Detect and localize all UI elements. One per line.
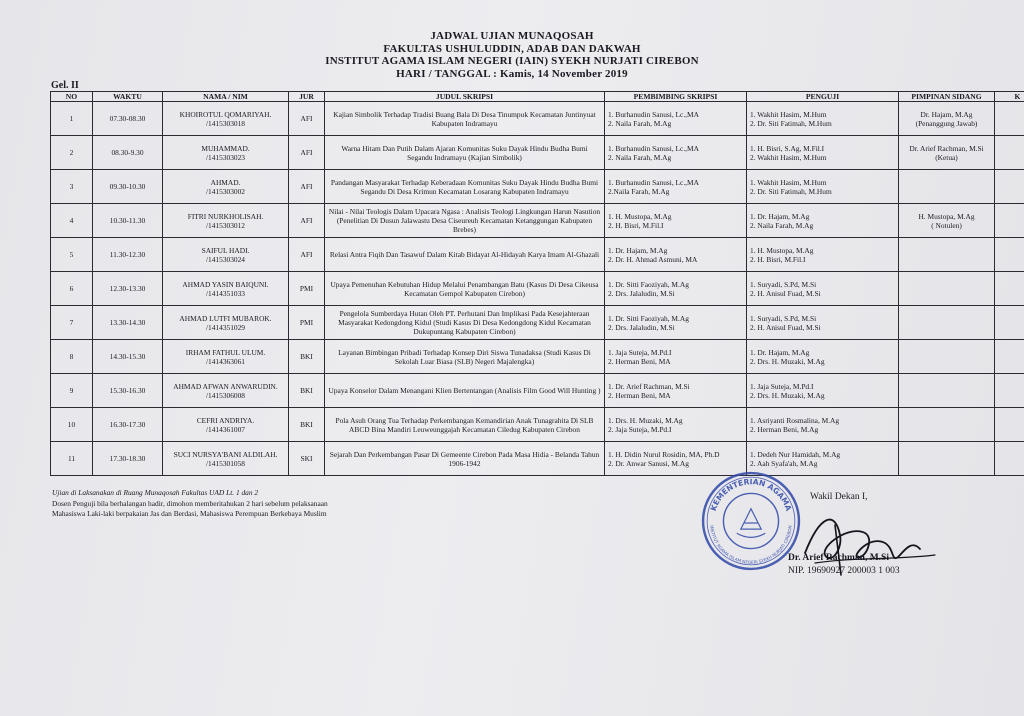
student-nim: /1415301058 (205, 458, 245, 468)
examiner-name: 2. H. Anisul Fuad, M.Si (750, 288, 821, 298)
document-header (0, 30, 1024, 80)
cell-penguji (747, 272, 899, 306)
col-header-jur: JUR (289, 92, 325, 102)
examiner-name: 1. H. Bisri, S.Ag, M.Fil.I (750, 143, 825, 153)
cell-extra (995, 306, 1024, 340)
examiner-name: 2. Naila Farah, M.Ag (750, 220, 814, 230)
wave-label: Gel. II (51, 80, 79, 91)
cell-jur: PMI (289, 306, 325, 340)
cell-no: 11 (51, 442, 93, 476)
student-name: SAIFUL HADI. (201, 245, 250, 255)
cell-judul: Pola Asuh Orang Tua Terhadap Perkembangan Kemandirian Anak Tunagrahita Di SLB ABCD Bina Mandiri Leuweunggajah Kecamatan Ciledug Kabupaten Cirebon (325, 408, 605, 442)
cell-no: 5 (51, 238, 93, 272)
cell-jur: AFI (289, 170, 325, 204)
examiner-name: 1. Suryadi, S.Pd, M.Si (750, 279, 817, 289)
table-row (51, 442, 1024, 476)
student-name: IRHAM FATHUL ULUM. (185, 347, 266, 357)
cell-waktu: 15.30-16.30 (93, 374, 163, 408)
cell-no: 1 (51, 102, 93, 136)
cell-pembimbing (605, 136, 747, 170)
note-absence: Dosen Penguji bila berhalangan hadir, dimohon memberitahukan 2 hari sebelum pelaksanaan (52, 498, 328, 508)
supervisor-name: 2. Drs. Jalaludin, M.Si (608, 322, 675, 332)
cell-pimpinan (899, 272, 995, 306)
examiner-name: 1. Dr. Hajam, M.Ag (750, 211, 810, 221)
stamp-outer-text: KEMENTERIAN AGAMA (708, 477, 794, 513)
examiner-name: 2. Drs. H. Muzaki, M.Ag (750, 390, 825, 400)
cell-pimpinan (899, 238, 995, 272)
table-row (51, 238, 1024, 272)
chair-entry: H. Mustopa, M.Ag (918, 211, 975, 221)
supervisor-name: 1. Dr. Sitti Faoziyah, M.Ag (608, 313, 689, 323)
cell-pembimbing (605, 272, 747, 306)
supervisor-name: 1. Dr. Arief Rachman, M.Si (608, 381, 690, 391)
cell-judul: Nilai - Nilai Teologis Dalam Upacara Ngasa : Analisis Teologi Lingkungan Harun Nasution (Penelitian Di Dusun Jalawastu Desa Ciseureuh Kecamatan Ketanggungan Kabupaten Brebes) (325, 204, 605, 238)
cell-nama-nim (163, 340, 289, 374)
cell-judul: Warna Hitam Dan Putih Dalam Ajaran Komunitas Suku Dayak Hindu Budha Bumi Segandu Indramayu (Kajian Simbolik) (325, 136, 605, 170)
chair-entry: Dr. Hajam, M.Ag (920, 109, 973, 119)
supervisor-name: 1. H. Mustopa, M.Ag (608, 211, 672, 221)
student-name: AHMAD LUTFI MUBAROK. (179, 313, 272, 323)
cell-penguji (747, 408, 899, 442)
cell-pimpinan (899, 204, 995, 238)
table-row (51, 408, 1024, 442)
student-nim: /1415306008 (205, 390, 245, 400)
supervisor-name: 1. Jaja Suteja, M.Pd.I (608, 347, 672, 357)
cell-waktu: 13.30-14.30 (93, 306, 163, 340)
chair-entry: ( Notulen) (931, 220, 962, 230)
cell-jur: SKI (289, 442, 325, 476)
cell-pembimbing (605, 170, 747, 204)
cell-pembimbing (605, 102, 747, 136)
note-location: Ujian di Laksanakan di Ruang Munaqosah Fakultas UAD Lt. 1 dan 2 (52, 488, 259, 497)
cell-jur: BKI (289, 374, 325, 408)
examiner-name: 1. Jaja Suteja, M.Pd.I (750, 381, 814, 391)
student-name: AHMAD AFWAN ANWARUDIN. (173, 381, 278, 391)
cell-extra (995, 408, 1024, 442)
cell-pimpinan (899, 102, 995, 136)
supervisor-name: 2. Dr. H. Ahmad Asmuni, MA (608, 254, 698, 264)
supervisor-name: 1. H. Didin Nurul Rosidin, MA, Ph.D (608, 449, 720, 459)
cell-penguji (747, 136, 899, 170)
cell-extra (995, 340, 1024, 374)
student-name: KHOIROTUL QOMARIYAH. (179, 109, 272, 119)
cell-nama-nim (163, 306, 289, 340)
cell-penguji (747, 170, 899, 204)
cell-judul: Upaya Konselor Dalam Menangani Klien Bertentangan (Analisis Film Good Will Hunting ) (325, 374, 605, 408)
header-faculty: FAKULTAS USHULUDDIN, ADAB DAN DAKWAH (383, 42, 641, 55)
cell-no: 7 (51, 306, 93, 340)
examiner-name: 2. Wakhit Hasim, M.Hum (750, 152, 827, 162)
cell-extra (995, 204, 1024, 238)
supervisor-name: 2. Dr. Anwar Sanusi, M.Ag (608, 458, 689, 468)
cell-waktu: 08.30-9.30 (93, 136, 163, 170)
student-nim: /1415303012 (205, 220, 245, 230)
examiner-name: 2. Drs. H. Muzaki, M.Ag (750, 356, 825, 366)
cell-pimpinan (899, 374, 995, 408)
table-header-row (51, 92, 1024, 102)
cell-no: 2 (51, 136, 93, 170)
examiner-name: 1. H. Mustopa, M.Ag (750, 245, 814, 255)
cell-jur: BKI (289, 340, 325, 374)
supervisor-name: 2.Naila Farah, M.Ag (608, 186, 670, 196)
student-nim: /1414361007 (205, 424, 245, 434)
cell-pimpinan (899, 442, 995, 476)
supervisor-name: 2. Naila Farah, M.Ag (608, 118, 672, 128)
chair-entry: Dr. Arief Rachman, M.Si (909, 143, 984, 153)
student-nim: /1415303002 (205, 186, 245, 196)
examiner-name: 2. H. Bisri, M.Fil.I (750, 254, 806, 264)
supervisor-name: 2. Herman Beni, MA (608, 356, 671, 366)
cell-pembimbing (605, 374, 747, 408)
cell-waktu: 07.30-08.30 (93, 102, 163, 136)
cell-nama-nim (163, 272, 289, 306)
student-name: SUCI NURSYA'BANI ALDILAH. (173, 449, 278, 459)
signer-nip: NIP. 19690927 200003 1 003 (788, 566, 900, 576)
cell-pimpinan (899, 170, 995, 204)
cell-nama-nim (163, 204, 289, 238)
cell-jur: AFI (289, 238, 325, 272)
examiner-name: 2. Dr. Siti Fatimah, M.Hum (750, 186, 832, 196)
cell-judul: Layanan Bimbingan Pribadi Terhadap Konsep Diri Siswa Tunadaksa (Studi Kasus Di Sekolah Luar Biasa (SLB) Negeri Majalengka) (325, 340, 605, 374)
supervisor-name: 1. Drs. H. Muzaki, M.Ag (608, 415, 683, 425)
table-row (51, 340, 1024, 374)
cell-no: 3 (51, 170, 93, 204)
cell-pembimbing (605, 306, 747, 340)
cell-judul: Upaya Pemenuhan Kebutuhan Hidup Melalui Penambangan Batu (Kasus Di Desa Cikeusa Kecamatan Gempol Kabupaten Cirebon) (325, 272, 605, 306)
col-header-penguji: PENGUJI (747, 92, 899, 102)
examiner-name: 2. Herman Beni, M.Ag (750, 424, 819, 434)
cell-waktu: 12.30-13.30 (93, 272, 163, 306)
table-row (51, 374, 1024, 408)
student-name: FITRI NURKHOLISAH. (187, 211, 264, 221)
chair-entry: (Penanggung Jawab) (915, 118, 978, 128)
cell-judul: Pandangan Masyarakat Terhadap Keberadaan Komunitas Suku Dayak Hindu Budha Bumi Segandu Di Desa Krimun Kecamatan Losarang Kabupaten Indramayu (325, 170, 605, 204)
cell-jur: AFI (289, 204, 325, 238)
cell-no: 10 (51, 408, 93, 442)
cell-extra (995, 272, 1024, 306)
cell-nama-nim (163, 170, 289, 204)
examiner-name: 2. H. Anisul Fuad, M.Si (750, 322, 821, 332)
cell-penguji (747, 102, 899, 136)
cell-judul: Kajian Simbolik Terhadap Tradisi Buang Bala Di Desa Tinumpuk Kecamatan Juntinyuat Kabupaten Indramayu (325, 102, 605, 136)
cell-nama-nim (163, 374, 289, 408)
supervisor-name: 1. Dr. Sitti Faoziyah, M.Ag (608, 279, 689, 289)
signer-title: Wakil Dekan I, (810, 492, 868, 502)
student-name: AHMAD. (210, 177, 241, 187)
cell-pimpinan (899, 136, 995, 170)
cell-judul: Relasi Antra Fiqih Dan Tasawuf Dalam Kitab Bidayat Al-Hidayah Karya Imam Al-Ghazali (325, 238, 605, 272)
student-nim: /1414351033 (205, 288, 245, 298)
supervisor-name: 1. Burhanudin Sanusi, Lc.,MA (608, 143, 699, 153)
examiner-name: 1. Dr. Hajam, M.Ag (750, 347, 810, 357)
examiner-name: 1. Dedeh Nur Hamidah, M.Ag (750, 449, 841, 459)
note-dress-code: Mahasiswa Laki-laki berpakaian Jas dan Berdasi, Mahasiswa Perempuan Berkebaya Muslim (52, 509, 327, 518)
cell-jur: AFI (289, 102, 325, 136)
supervisor-name: 1. Burhanudin Sanusi, Lc.,MA (608, 177, 699, 187)
col-header-judul: JUDUL SKRIPSI (325, 92, 605, 102)
supervisor-name: 2. Drs. Jalaludin, M.Si (608, 288, 675, 298)
col-header-pimpinan: PIMPINAN SIDANG (899, 92, 995, 102)
cell-extra (995, 238, 1024, 272)
supervisor-name: 1. Dr. Hajam, M.Ag (608, 245, 668, 255)
cell-waktu: 17.30-18.30 (93, 442, 163, 476)
stamp-inner-text: INSTITUT AGAMA ISLAM NEGERI SYEKH NURJATI CIREBON (708, 525, 794, 566)
cell-extra (995, 374, 1024, 408)
cell-extra (995, 102, 1024, 136)
cell-no: 9 (51, 374, 93, 408)
cell-no: 4 (51, 204, 93, 238)
examiner-name: 1. Asriyanti Rosmalina, M.Ag (750, 415, 840, 425)
signer-name: Dr. Arief Rachman, M.Si (788, 553, 889, 563)
cell-penguji (747, 204, 899, 238)
student-nim: /1415303024 (205, 254, 245, 264)
examiner-name: 1. Suryadi, S.Pd, M.Si (750, 313, 817, 323)
cell-waktu: 09.30-10.30 (93, 170, 163, 204)
header-title: JADWAL UJIAN MUNAQOSAH (430, 30, 594, 42)
cell-pembimbing (605, 238, 747, 272)
table-row (51, 136, 1024, 170)
cell-nama-nim (163, 408, 289, 442)
student-name: CEFRI ANDRIYA. (196, 415, 255, 425)
cell-waktu: 16.30-17.30 (93, 408, 163, 442)
cell-jur: AFI (289, 136, 325, 170)
examiner-name: 2. Dr. Siti Fatimah, M.Hum (750, 118, 832, 128)
col-header-extra: K (995, 92, 1024, 102)
cell-jur: PMI (289, 272, 325, 306)
supervisor-name: 2. H. Bisri, M.Fil.I (608, 220, 664, 230)
cell-pimpinan (899, 408, 995, 442)
cell-pembimbing (605, 408, 747, 442)
supervisor-name: 1. Burhanudin Sanusi, Lc.,MA (608, 109, 699, 119)
cell-nama-nim (163, 102, 289, 136)
cell-penguji (747, 306, 899, 340)
header-date: HARI / TANGGAL : Kamis, 14 November 2019 (396, 67, 628, 80)
cell-extra (995, 170, 1024, 204)
examiner-name: 2. Aah Syafa'ah, M.Ag (750, 458, 818, 468)
cell-nama-nim (163, 442, 289, 476)
cell-penguji (747, 238, 899, 272)
examiner-name: 1. Wakhit Hasim, M.Hum (750, 109, 827, 119)
supervisor-name: 2. Jaja Suteja, M.Pd.I (608, 424, 672, 434)
table-row (51, 306, 1024, 340)
cell-nama-nim (163, 238, 289, 272)
cell-judul: Pengelola Sumberdaya Hutan Oleh PT. Perhutani Dan Implikasi Pada Kesejahteraan Masyarakat Kedongdong Kidul (Studi Kasus Di Desa Kedongdong Kidul Kecamatan Dukupuntang Kabupaten Cirebon) (325, 306, 605, 340)
examiner-name: 1. Wakhit Hasim, M.Hum (750, 177, 827, 187)
cell-waktu: 14.30-15.30 (93, 340, 163, 374)
supervisor-name: 2. Naila Farah, M.Ag (608, 152, 672, 162)
col-header-nama-nim: NAMA / NIM (163, 92, 289, 102)
col-header-no: NO (51, 92, 93, 102)
cell-nama-nim (163, 136, 289, 170)
cell-penguji (747, 374, 899, 408)
col-header-pembimbing: PEMBIMBING SKRIPSI (605, 92, 747, 102)
cell-waktu: 10.30-11.30 (93, 204, 163, 238)
table-row (51, 170, 1024, 204)
student-nim: /1415303023 (205, 152, 245, 162)
col-header-waktu: WAKTU (93, 92, 163, 102)
cell-waktu: 11.30-12.30 (93, 238, 163, 272)
student-name: AHMAD YASIN BAIQUNI. (182, 279, 269, 289)
cell-extra (995, 136, 1024, 170)
supervisor-name: 2. Herman Beni, MA (608, 390, 671, 400)
exam-notes (52, 488, 328, 520)
cell-judul: Sejarah Dan Perkembangan Pasar Di Gemeente Cirebon Pada Masa Hidia - Belanda Tahun 1906-1942 (325, 442, 605, 476)
cell-pimpinan (899, 306, 995, 340)
table-row (51, 102, 1024, 136)
cell-pimpinan (899, 340, 995, 374)
student-nim: /1414351029 (205, 322, 245, 332)
schedule-table (50, 91, 1024, 476)
cell-extra (995, 442, 1024, 476)
cell-jur: BKI (289, 408, 325, 442)
cell-no: 6 (51, 272, 93, 306)
header-institution: INSTITUT AGAMA ISLAM NEGERI (IAIN) SYEKH NURJATI CIREBON (325, 55, 699, 67)
cell-pembimbing (605, 340, 747, 374)
cell-pembimbing (605, 204, 747, 238)
table-row (51, 272, 1024, 306)
table-row (51, 204, 1024, 238)
chair-entry: (Ketua) (935, 152, 958, 162)
student-nim: /1414363061 (205, 356, 245, 366)
student-nim: /1415303018 (205, 118, 245, 128)
cell-no: 8 (51, 340, 93, 374)
cell-penguji (747, 340, 899, 374)
student-name: MUHAMMAD. (201, 143, 250, 153)
handwritten-signature (795, 505, 945, 580)
